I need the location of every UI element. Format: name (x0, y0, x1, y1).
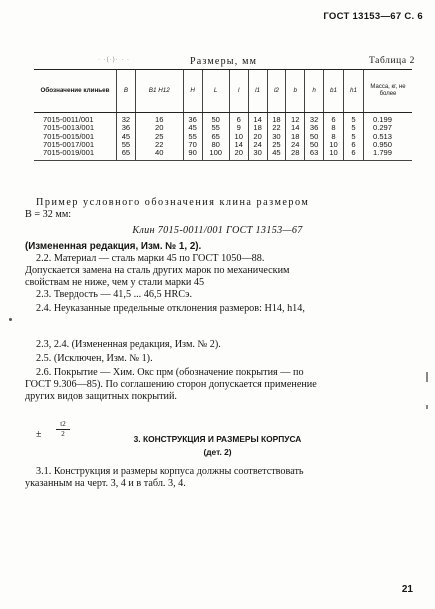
cell-value: 10 (229, 133, 248, 141)
header-l: l (229, 70, 248, 113)
clause-2-2-continuation-1: Допускается замена на сталь других марок по механическим (25, 265, 290, 276)
cell-value: 8 (324, 133, 344, 141)
cell-value: 18 (267, 113, 286, 125)
fraction-denominator: 2 (61, 430, 65, 438)
cell-value: 80 (202, 141, 229, 149)
cell-value: 100 (202, 149, 229, 161)
cell-value: 5 (343, 113, 363, 125)
table-header-row (34, 70, 412, 113)
cell-value: 20 (248, 133, 267, 141)
header-B: B (117, 70, 136, 113)
header-b: b (286, 70, 305, 113)
cell-value: 55 (117, 141, 136, 149)
cell-value: 50 (305, 141, 324, 149)
cell-designation: 7015-0019/001 (34, 149, 117, 161)
clause-2-3-2-4-amendment: 2.3, 2.4. (Измененная редакция, Изм. № 2). (36, 339, 221, 350)
cell-mass: 0.950 (364, 141, 413, 149)
cell-value: 9 (229, 124, 248, 132)
page-number: 21 (401, 584, 413, 595)
cell-value: 5 (343, 133, 363, 141)
header-B1: B1 H12 (135, 70, 183, 113)
cell-mass: 1.799 (364, 149, 413, 161)
cell-value: 18 (248, 124, 267, 132)
cell-value: 32 (305, 113, 324, 125)
header-l2: l2 (267, 70, 286, 113)
cell-mass: 0.297 (364, 124, 413, 132)
cell-value: 90 (183, 149, 202, 161)
header-H: H (183, 70, 202, 113)
cell-value: 36 (117, 124, 136, 132)
header-h1: h1 (343, 70, 363, 113)
header-mass: Масса, кг, не более (364, 70, 413, 113)
example-line-1: Пример условного обозначения клина размером (36, 197, 310, 208)
cell-value: 14 (229, 141, 248, 149)
clause-2-3: 2.3. Твердость — 41,5 ... 46,5 HRCэ. (36, 289, 193, 300)
clause-3-1: 3.1. Конструкция и размеры корпуса должны соответствовать (36, 466, 304, 477)
table-caption: Размеры, мм (190, 56, 258, 67)
cell-value: 50 (305, 133, 324, 141)
cell-value: 70 (183, 141, 202, 149)
cell-value: 28 (286, 149, 305, 161)
cell-value: 22 (267, 124, 286, 132)
plus-minus-sign: ± (36, 429, 42, 440)
cell-value: 20 (135, 124, 183, 132)
cell-value: 24 (286, 141, 305, 149)
cell-value: 6 (229, 113, 248, 125)
clause-2-5: 2.5. (Исключен, Изм. № 1). (36, 353, 153, 364)
cell-value: 55 (183, 133, 202, 141)
cell-value: 65 (202, 133, 229, 141)
cell-value: 6 (343, 149, 363, 161)
cell-value: 25 (135, 133, 183, 141)
clause-2-2: 2.2. Материал — сталь марки 45 по ГОСТ 1050—88. (36, 253, 265, 264)
cell-value: 30 (267, 133, 286, 141)
cell-value: 63 (305, 149, 324, 161)
cell-value: 45 (183, 124, 202, 132)
cell-value: 14 (248, 113, 267, 125)
clause-2-4: 2.4. Неуказанные предельные отклонения размеров: H14, h14, (36, 303, 305, 314)
cell-value: 10 (324, 149, 344, 161)
margin-mark (426, 372, 428, 382)
cell-value: 30 (248, 149, 267, 161)
header-l1: l1 (248, 70, 267, 113)
cell-value: 65 (117, 149, 136, 161)
table-number: Таблица 2 (368, 56, 415, 66)
cell-designation: 7015-0017/001 (43, 139, 95, 149)
dimensions-table (34, 69, 412, 161)
cell-value: 36 (305, 124, 324, 132)
cell-value: 8 (324, 124, 344, 132)
section-3-subheading: (дет. 2) (203, 447, 232, 457)
clause-3-1-continuation: указанным на черт. 3, 4 и в табл. 3, 4. (25, 478, 186, 489)
margin-mark (426, 405, 428, 409)
section-3-heading: 3. КОНСТРУКЦИЯ И РАЗМЕРЫ КОРПУСА (133, 434, 302, 444)
cell-value: 6 (343, 141, 363, 149)
amendment-note-1-2: (Измененная редакция, Изм. № 1, 2). (25, 241, 202, 252)
clause-2-6-continuation-1: ГОСТ 9.306—85). По соглашению сторон допускается применение (25, 379, 317, 390)
cell-designation: 7015-0013/001 (43, 123, 95, 133)
margin-dot (9, 318, 12, 321)
clause-2-6: 2.6. Покрытие — Хим. Окс прм (обозначение покрытия — по (36, 367, 304, 378)
cell-value: 16 (135, 113, 183, 125)
header-h: h (305, 70, 324, 113)
clause-2-2-continuation-2: свойствам не ниже, чем у стали марки 45 (25, 277, 205, 288)
cell-value: 24 (248, 141, 267, 149)
cell-value: 36 (183, 113, 202, 125)
cell-value: 14 (286, 124, 305, 132)
cell-designation: 7015-0011/001 (43, 115, 94, 124)
cell-value: 40 (135, 149, 183, 161)
cell-value: 5 (343, 124, 363, 132)
cell-value: 55 (202, 124, 229, 132)
cell-mass: 0.513 (364, 133, 413, 141)
standard-header: ГОСТ 13153—67 С. 6 (323, 11, 423, 22)
header-designation: Обозначение клиньев (34, 70, 117, 113)
fraction-numerator: t2 (56, 420, 70, 430)
cell-value: 20 (229, 149, 248, 161)
margin-smudge-text: · ·(·)· · · (98, 57, 130, 63)
cell-value: 12 (286, 113, 305, 125)
cell-mass: 0.199 (364, 113, 413, 125)
header-L: L (202, 70, 229, 113)
clause-2-6-continuation-2: других видов защитных покрытий. (25, 391, 177, 402)
cell-value: 25 (267, 141, 286, 149)
table-row (34, 149, 412, 161)
example-line-2: B = 32 мм: (25, 209, 72, 220)
header-b1: b1 (324, 70, 344, 113)
cell-value: 32 (117, 113, 136, 125)
cell-value: 6 (324, 113, 344, 125)
cell-value: 50 (202, 113, 229, 125)
cell-value: 18 (286, 133, 305, 141)
cell-value: 22 (135, 141, 183, 149)
cell-value: 45 (267, 149, 286, 161)
wedge-designation: Клин 7015-0011/001 ГОСТ 13153—67 (132, 225, 303, 236)
cell-value: 10 (324, 141, 344, 149)
cell-value: 45 (117, 133, 136, 141)
cell-designation: 7015-0015/001 (43, 131, 95, 141)
